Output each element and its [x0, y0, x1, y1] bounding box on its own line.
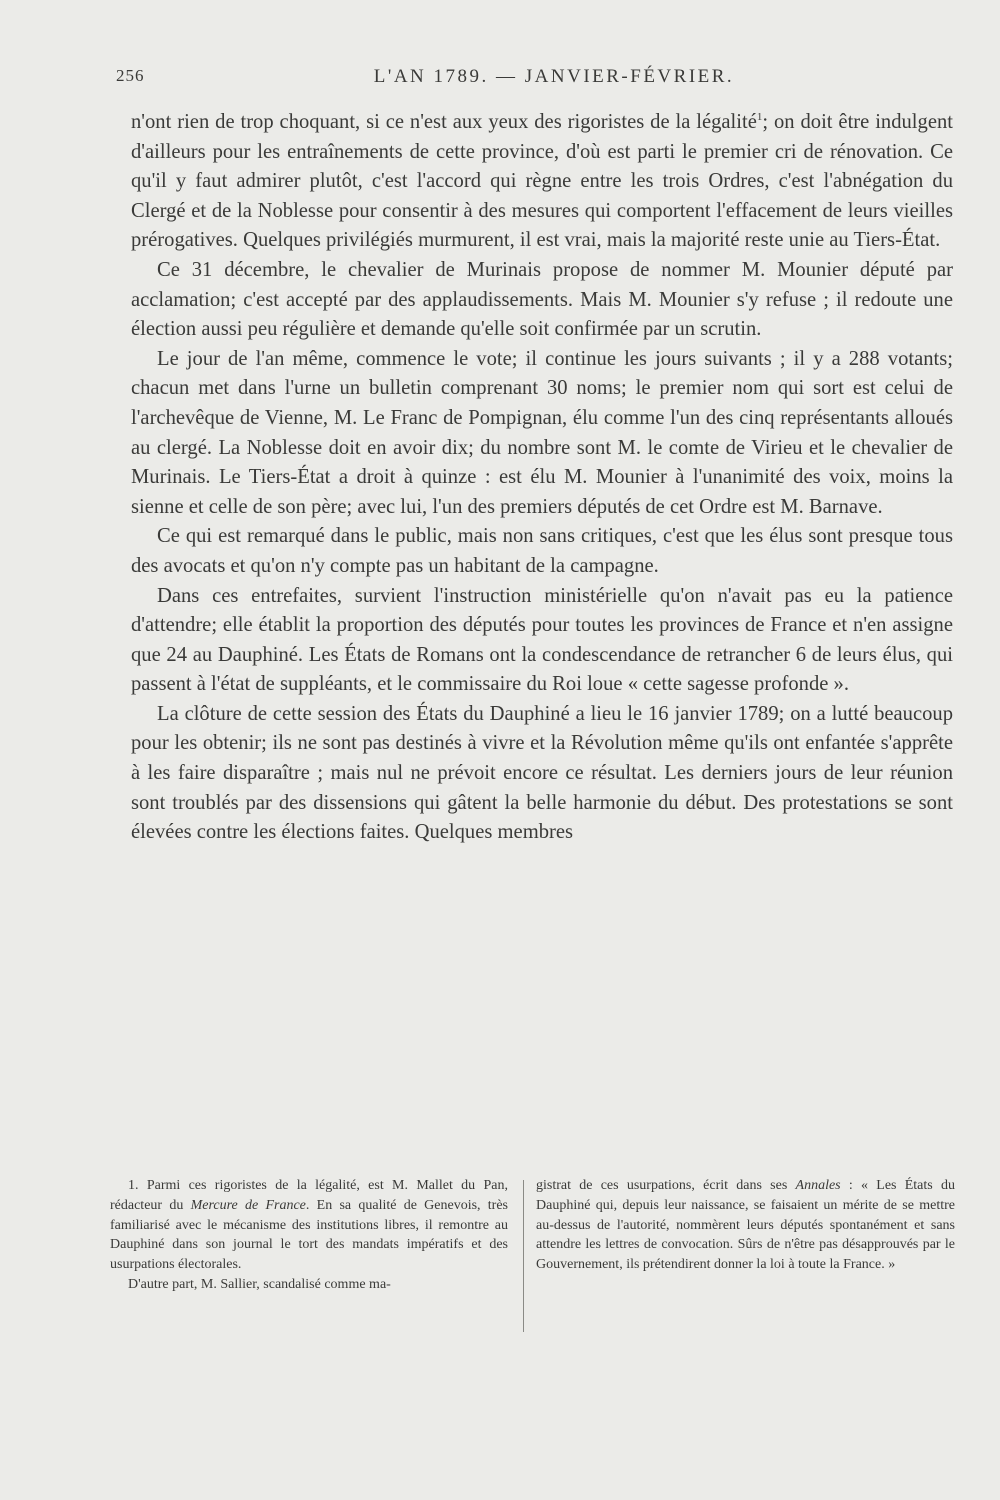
paragraph-1 [131, 108, 953, 256]
paragraph-1-text-a: n'ont rien de trop choquant, si ce n'est aux yeux des rigoristes de la légalité [131, 111, 757, 133]
running-head [114, 66, 954, 96]
footnote-1 [110, 1176, 508, 1275]
paragraph-5: Dans ces entrefaites, survient l'instruction ministérielle qu'on n'avait pas eu la patience d'attendre; elle établit la proportion des députés pour toutes les provinces de France et n'en assigne que 24 au Dauphiné. Les États de Romans ont la condescendance de retrancher 6 de leurs élus, qui passent à l'état de suppléants, et le commissaire du Roi loue « cette sagesse profonde ». [131, 584, 953, 696]
paragraph-6: La clôture de cette session des États du Dauphiné a lieu le 16 janvier 1789; on a lutté beaucoup pour les obtenir; ils ne sont pas destinés à vivre et la Révolution même qu'ils ont enfantée s'apprête à les faire disparaître ; mais nul ne prévoit encore ce résultat. Les derniers jours de leur réunion sont troublés par des dissensions qui gâtent la belle harmonie du début. Des protestations se sont élevées contre les élections faites. Quelques membres [131, 702, 953, 844]
footnote-column-right [536, 1176, 955, 1275]
footnote-annales: Annales [795, 1178, 841, 1193]
page-number: 256 [116, 66, 145, 85]
body-text [131, 108, 953, 848]
footnote-column-divider [523, 1180, 524, 1332]
footnote-reference[interactable]: 1 [756, 111, 763, 123]
footnote-1-right-text [536, 1176, 955, 1275]
footnote-1-text-a: 1. Parmi ces rigoristes de la légalité, est M. Mallet du Pan, rédacteur du [110, 1178, 508, 1213]
footnote-1-continuation: D'autre part, M. Sallier, scandalisé comme ma- [128, 1276, 391, 1292]
running-title: L'AN 1789. — JANVIER-FÉVRIER. [373, 66, 735, 87]
footnote-1-text-b: . En sa qualité de Genevois, très familiarisé avec le mécanisme des institutions libres, il remontre au Dauphiné dans son journal le tort des mandats impératifs et des usurpations électorales. [110, 1197, 508, 1273]
footnote-column-left [110, 1176, 508, 1295]
footnote-right-text-a: gistrat de ces usurpations, écrit dans ses [536, 1178, 796, 1193]
paragraph-3: Le jour de l'an même, commence le vote; il continue les jours suivants ; il y a 288 votants; chacun met dans l'urne un bulletin comprenant 30 noms; le premier nom qui sort est celui de l'archevêque de Vienne, M. Le Franc de Pompignan, élu comme l'un des cinq représentants alloués au clergé. La Noblesse doit en avoir dix; du nombre sont M. le comte de Virieu et le chevalier de Murinais. Le Tiers-État a droit à quinze : est élu M. Mounier à l'unanimité des voix, moins la sienne et celle de son père; avec lui, l'un des premiers députés de cet Ordre est M. Barnave. [131, 347, 953, 518]
footnote-1-journal: Mercure de France [190, 1197, 306, 1213]
paragraph-4: Ce qui est remarqué dans le public, mais non sans critiques, c'est que les élus sont presque tous des avocats et qu'on n'y compte pas un habitant de la campagne. [131, 525, 953, 577]
paragraph-1-text-b: ; on doit être indulgent d'ailleurs pour les entraînements de cette province, d'où est parti le premier cri de rénovation. Ce qu'il y faut admirer plutôt, c'est l'accord qui règne entre les trois Ordres, c'est l'abnégation du Clergé et de la Noblesse pour consentir à des mesures qui comportent l'effacement de leurs vieilles prérogatives. Quelques privilégiés murmurent, il est vrai, mais la majorité reste unie au Tiers-État. [131, 111, 953, 252]
paragraph-2: Ce 31 décembre, le chevalier de Murinais propose de nommer M. Mounier député par acclamation; c'est accepté par des applaudissements. Mais M. Mounier s'y refuse ; il redoute une élection aussi peu régulière et demande qu'elle soit confirmée par un scrutin. [131, 258, 953, 341]
footnote-right-text-b: : « Les États du Dauphiné qui, depuis leur naissance, se faisaient un mérite de se mettre au-dessus de l'autorité, nommèrent leurs députés spontanément et sans attendre les lettres de convocation. Sûrs de n'être pas désapprouvés par le Gouvernement, ils prétendirent donner la loi à toute la France. » [536, 1178, 955, 1273]
footnotes [110, 1176, 955, 1336]
